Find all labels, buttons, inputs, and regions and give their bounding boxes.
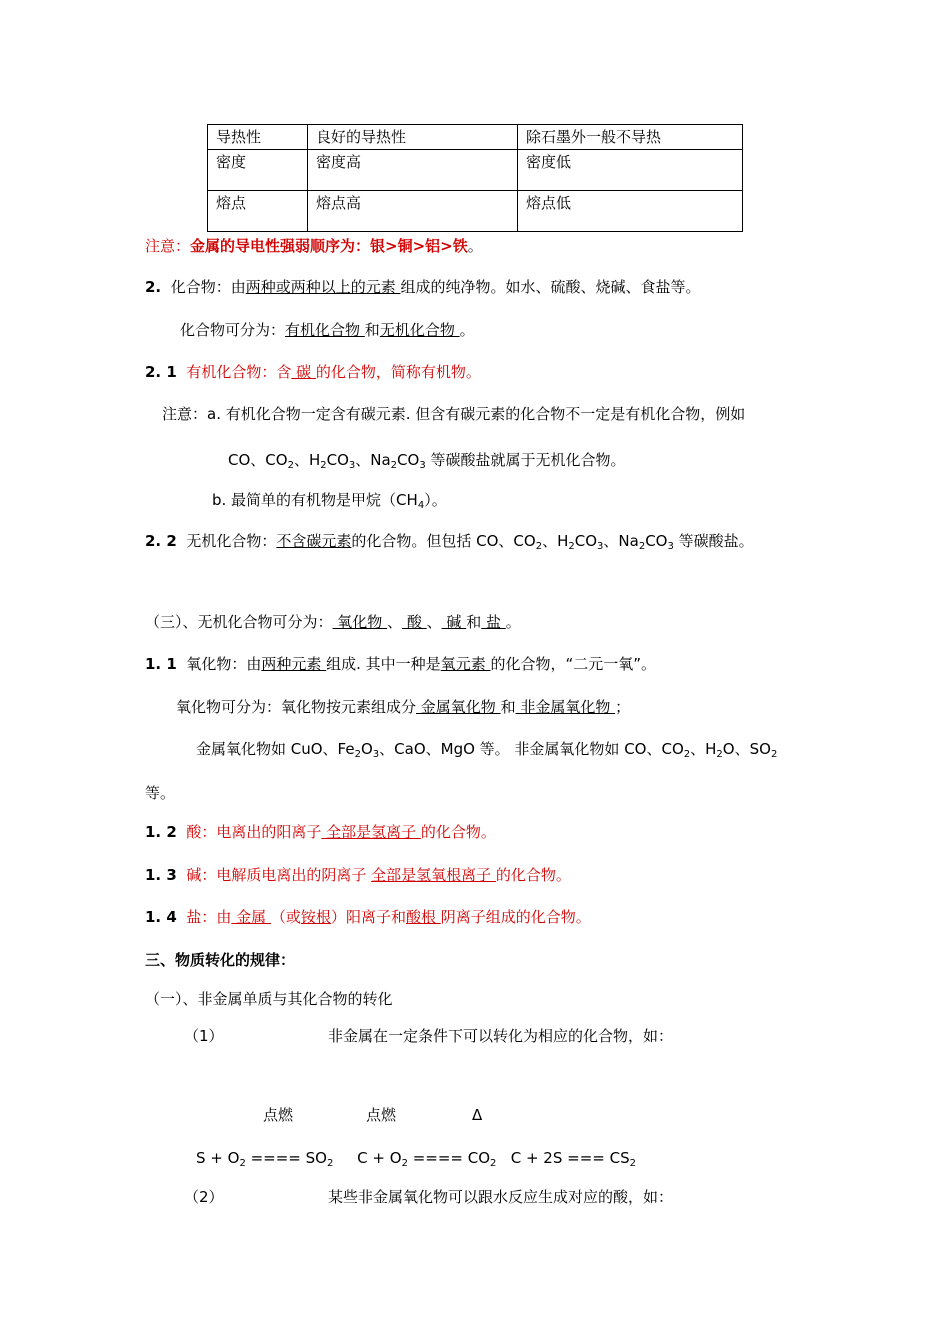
- table-cell: 密度高: [308, 150, 518, 191]
- para-acid: 1. 2 酸：电离出的阳离子 全部是氢离子 的化合物。: [145, 823, 496, 841]
- table-cell: 密度低: [518, 150, 743, 191]
- para-compound: 2. 化合物：由两种或两种以上的元素 组成的纯净物。如水、硫酸、烧碱、食盐等。: [145, 278, 701, 296]
- item-2-number: （2）: [184, 1188, 224, 1206]
- condition-ignite-1: 点燃: [263, 1106, 294, 1124]
- equation-line: $S + O_2$ ==== $SO_2$ $C + O_2$ ==== $CO_2$ C + 2S === $CS_2$: [196, 1149, 636, 1169]
- note-methane: b. 最简单的有机物是甲烷$(CH_4)$。: [212, 491, 447, 511]
- para-inorganic: 2. 2 无机化合物：不含碳元素的化合物。但包括 CO、$CO_2$、$H_2CO_3$、$Na_2CO_3$ 等碳酸盐。: [145, 532, 754, 552]
- section-heading-conversion: 三、物质转化的规律：: [145, 951, 296, 969]
- table-cell: 熔点: [208, 191, 308, 232]
- note-organic-example: CO、$CO_2$、$H_2CO_3$、$Na_2CO_3$ 等碳酸盐就属于无机化合物。: [228, 451, 626, 471]
- para-oxide: 1. 1 氧化物：由两种元素 组成. 其中一种是氧元素 的化合物，“二元一氧”。: [145, 655, 657, 673]
- table-cell: 熔点低: [518, 191, 743, 232]
- table-cell: 除石墨外一般不导热: [518, 125, 743, 150]
- table-row: [208, 150, 743, 191]
- note-organic: 注意：a. 有机化合物一定含有碳元素. 但含有碳元素的化合物不一定是有机化合物，例如: [162, 405, 746, 423]
- properties-table: [207, 124, 743, 232]
- condition-heat: Δ: [472, 1106, 483, 1124]
- item-2-text: 某些非金属氧化物可以跟水反应生成对应的酸，如：: [328, 1188, 674, 1206]
- table-row: [208, 125, 743, 150]
- condition-ignite-2: 点燃: [366, 1106, 397, 1124]
- para-oxide-types: 氧化物可分为：氧化物按元素组成分 金属氧化物 和 非金属氧化物 ；: [176, 698, 631, 716]
- subsection-nonmetal: （一）、非金属单质与其化合物的转化: [145, 990, 393, 1008]
- para-organic: 2. 1 有机化合物：含 碳 的化合物，简称有机物。: [145, 363, 481, 381]
- para-base: 1. 3 碱：电解质电离出的阴离子 全部是氢氧根离子 的化合物。: [145, 866, 571, 884]
- para-compound-types: 化合物可分为：有机化合物 和无机化合物 。: [180, 321, 475, 339]
- table-cell: 导热性: [208, 125, 308, 150]
- para-oxide-examples-end: 等。: [145, 784, 176, 802]
- para-oxide-examples: 金属氧化物如 CuO、$Fe_2O_3$、CaO、MgO 等。 非金属氧化物如 CO、$CO_2$、$H_2O$、$SO_2$: [196, 740, 778, 760]
- table-cell: 良好的导热性: [308, 125, 518, 150]
- table-cell: 熔点高: [308, 191, 518, 232]
- para-salt: 1. 4 盐：由 金属 （或铵根）阳离子和酸根 阴离子组成的化合物。: [145, 908, 591, 926]
- section-inorganic-types: （三）、无机化合物可分为： 氧化物 、 酸 、 碱 和 盐 。: [145, 613, 521, 631]
- note-conductivity: 注意：金属的导电性强弱顺序为：银>铜>铝>铁。: [145, 237, 483, 255]
- table-row: [208, 191, 743, 232]
- item-1-text: 非金属在一定条件下可以转化为相应的化合物，如：: [328, 1027, 674, 1045]
- table-cell: 密度: [208, 150, 308, 191]
- item-1-number: （1）: [184, 1027, 224, 1045]
